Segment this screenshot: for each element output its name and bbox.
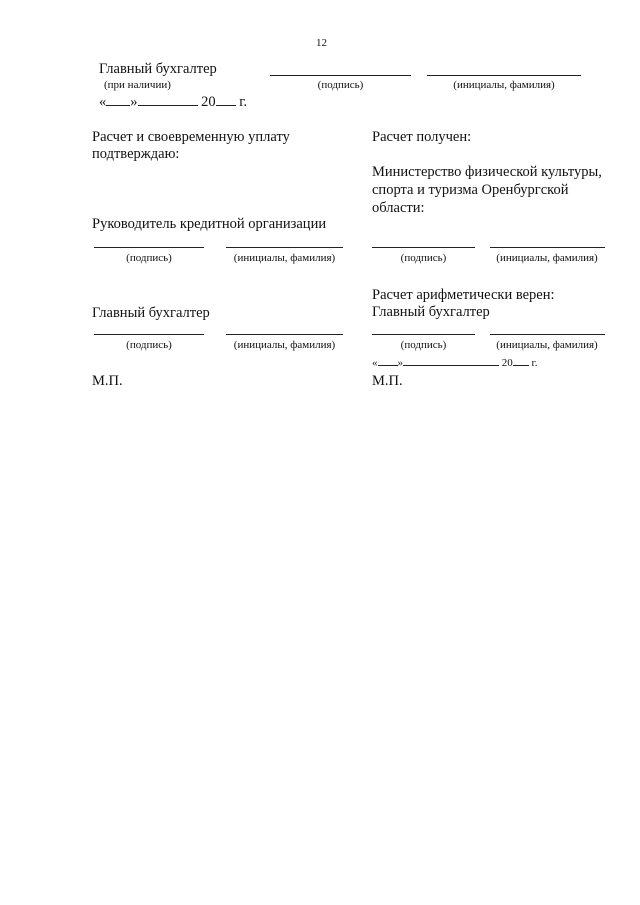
- top-year-suffix: г.: [239, 94, 248, 110]
- top-signature-caption: (подпись): [317, 79, 364, 91]
- left-signature-line-1[interactable]: [94, 247, 204, 248]
- received-label: Расчет получен:: [372, 129, 472, 145]
- right-initials-caption-1: (инициалы, фамилия): [496, 252, 598, 264]
- right-signature-line-1[interactable]: [372, 247, 475, 248]
- top-year-prefix: 20: [201, 94, 216, 110]
- ministry-line2: спорта и туризма Оренбургской: [372, 182, 569, 198]
- left-initials-caption-2: (инициалы, фамилия): [233, 339, 336, 351]
- left-chief-accountant-label: Главный бухгалтер: [92, 305, 210, 321]
- left-stamp-mark: М.П.: [92, 373, 123, 389]
- top-initials-line[interactable]: [427, 75, 581, 76]
- left-initials-caption-1: (инициалы, фамилия): [233, 252, 336, 264]
- left-signature-line-2[interactable]: [94, 334, 204, 335]
- right-year-suffix: г.: [531, 357, 538, 369]
- right-date-open-quote: «: [372, 357, 378, 369]
- verified-label: Расчет арифметически верен:: [372, 287, 555, 303]
- right-year-field[interactable]: [513, 355, 529, 366]
- top-month-field[interactable]: [138, 93, 198, 106]
- top-date-open-quote: «: [99, 94, 107, 110]
- right-year-prefix: 20: [501, 357, 513, 369]
- page-number: 12: [316, 37, 327, 49]
- top-date-row: [99, 93, 247, 111]
- ministry-line3: области:: [372, 200, 425, 216]
- right-month-field[interactable]: [403, 355, 499, 366]
- top-year-field[interactable]: [216, 93, 236, 106]
- top-day-field[interactable]: [106, 93, 130, 106]
- top-chief-accountant-label: Главный бухгалтер: [99, 61, 217, 77]
- head-of-org-label: Руководитель кредитной организации: [92, 216, 327, 232]
- top-signature-line[interactable]: [270, 75, 411, 76]
- confirm-text-line2: подтверждаю:: [92, 146, 180, 162]
- right-signature-caption-2: (подпись): [400, 339, 447, 351]
- left-initials-line-2[interactable]: [226, 334, 343, 335]
- top-if-any-caption: (при наличии): [104, 79, 171, 91]
- right-signature-line-2[interactable]: [372, 334, 475, 335]
- right-day-field[interactable]: [378, 355, 398, 366]
- right-chief-accountant-label: Главный бухгалтер: [372, 304, 490, 320]
- left-signature-caption-2: (подпись): [126, 339, 172, 351]
- confirm-text-line1: Расчет и своевременную уплату: [92, 129, 290, 145]
- right-initials-line-1[interactable]: [490, 247, 605, 248]
- right-signature-caption-1: (подпись): [400, 252, 447, 264]
- top-date-close-quote: »: [130, 94, 138, 110]
- right-initials-caption-2: (инициалы, фамилия): [496, 339, 598, 351]
- right-stamp-mark: М.П.: [372, 373, 403, 389]
- right-date-row: [372, 355, 538, 369]
- left-initials-line-1[interactable]: [226, 247, 343, 248]
- left-signature-caption-1: (подпись): [126, 252, 172, 264]
- right-initials-line-2[interactable]: [490, 334, 605, 335]
- top-initials-caption: (инициалы, фамилия): [453, 79, 555, 91]
- right-date-close-quote: »: [397, 357, 403, 369]
- ministry-line1: Министерство физической культуры,: [372, 164, 602, 180]
